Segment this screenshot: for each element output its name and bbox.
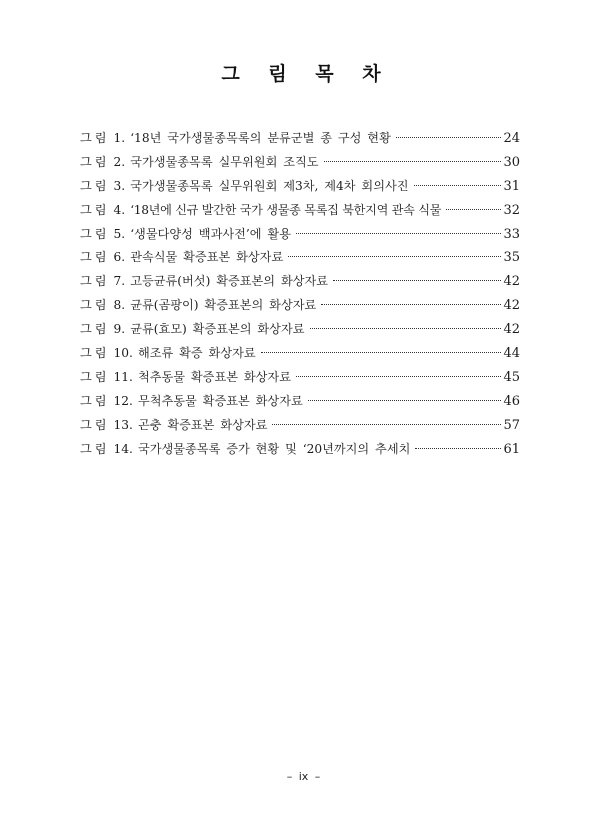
figure-prefix: 그림 (80, 154, 110, 169)
figure-number: 10. (113, 346, 133, 361)
toc-entry-label (80, 270, 328, 294)
toc-entry-10[interactable] (80, 342, 520, 366)
page-number: 42 (503, 322, 520, 338)
dot-leader (308, 400, 502, 401)
list-of-figures (80, 127, 520, 461)
toc-entry-12[interactable] (80, 390, 520, 414)
toc-entry-label (80, 175, 409, 199)
dot-leader (324, 161, 502, 162)
toc-entry-label (80, 294, 316, 318)
dot-leader (321, 304, 501, 305)
dot-leader (288, 256, 501, 257)
toc-entry-8[interactable] (80, 294, 520, 318)
figure-title: 척추동물 확증표본 화상자료 (137, 369, 291, 384)
figure-title: 해조류 확증 화상자료 (137, 346, 256, 361)
toc-entry-5[interactable] (80, 223, 520, 247)
figure-title: 고등균류(버섯) 확증표본의 화상자료 (130, 274, 329, 289)
figure-number: 12. (113, 393, 133, 408)
toc-entry-label (80, 414, 267, 438)
figure-title: 균류(효모) 확증표본의 화상자료 (130, 322, 305, 337)
page-number: 30 (503, 154, 520, 170)
dot-leader (310, 328, 502, 329)
dot-leader (261, 352, 502, 353)
figure-number: 14. (113, 441, 133, 456)
toc-entry-4[interactable] (80, 199, 520, 223)
figure-number: 6. (113, 250, 126, 265)
figure-prefix: 그림 (80, 298, 110, 313)
figure-number: 1. (113, 131, 126, 145)
page-number: 42 (503, 274, 520, 290)
dot-leader (415, 448, 501, 449)
figure-prefix: 그림 (80, 393, 110, 408)
figure-title: 무척추동물 확증표본 화상자료 (137, 393, 303, 408)
page-number: 24 (503, 131, 520, 146)
figure-number: 3. (113, 178, 126, 193)
figure-prefix: 그림 (80, 369, 110, 384)
page-number: 57 (503, 417, 520, 433)
page-footer-number: – ix – (286, 770, 321, 783)
toc-entry-label (80, 318, 305, 342)
dot-leader (414, 185, 502, 186)
page-number: 35 (503, 250, 520, 266)
figure-prefix: 그림 (80, 178, 110, 193)
toc-entry-label (80, 223, 291, 247)
page-number: 32 (503, 202, 520, 218)
figure-prefix: 그림 (80, 226, 110, 241)
toc-entry-label (80, 199, 441, 223)
figure-title: 곤충 확증표본 화상자료 (137, 417, 268, 432)
figure-number: 11. (113, 369, 133, 384)
figure-number: 4. (113, 202, 126, 217)
figure-prefix: 그림 (80, 417, 110, 432)
figure-number: 8. (113, 298, 126, 313)
dot-leader (446, 209, 501, 210)
toc-entry-1[interactable] (80, 127, 520, 151)
figure-title: 국가생물종목록 실무위원회 조직도 (130, 154, 319, 169)
figure-prefix: 그림 (80, 274, 110, 289)
toc-entry-label (80, 390, 303, 414)
figure-title: ‘18년에 신규 발간한 국가 생물종 목록집 북한지역 관속 식물 (130, 202, 442, 217)
toc-entry-7[interactable] (80, 270, 520, 294)
toc-entry-label (80, 438, 410, 462)
toc-entry-label (80, 127, 391, 151)
figure-title: 국가생물종목록 증가 현황 및 ‘20년까지의 추세치 (137, 441, 411, 456)
figure-title: 관속식물 확증표본 화상자료 (130, 250, 284, 265)
figure-prefix: 그림 (80, 322, 110, 337)
page-number: 61 (503, 441, 520, 457)
toc-entry-3[interactable] (80, 175, 520, 199)
dot-leader (296, 376, 501, 377)
page-number: 33 (503, 226, 520, 242)
figure-title: ‘생물다양성 백과사전’에 활용 (130, 226, 291, 241)
page-number: 44 (503, 346, 520, 362)
page-number: 46 (503, 393, 520, 409)
figure-number: 5. (113, 226, 126, 241)
toc-entry-9[interactable] (80, 318, 520, 342)
figure-prefix: 그림 (80, 346, 110, 361)
figure-title: 균류(곰팡이) 확증표본의 화상자료 (130, 298, 317, 313)
toc-entry-2[interactable] (80, 151, 520, 175)
dot-leader (396, 137, 502, 138)
dot-leader (296, 233, 501, 234)
figure-number: 7. (113, 274, 126, 289)
page-number: 45 (503, 369, 520, 385)
toc-entry-6[interactable] (80, 246, 520, 270)
dot-leader (272, 424, 501, 425)
toc-entry-label (80, 366, 291, 390)
page-number: 42 (503, 298, 520, 314)
figure-title: ‘18년 국가생물종목록의 분류군별 종 구성 현황 (130, 131, 391, 145)
figure-number: 13. (113, 417, 133, 432)
page-number: 31 (503, 178, 520, 194)
dot-leader (333, 280, 501, 281)
figure-prefix: 그림 (80, 202, 110, 217)
figure-number: 9. (113, 322, 126, 337)
toc-entry-13[interactable] (80, 414, 520, 438)
toc-entry-14[interactable] (80, 438, 520, 462)
toc-entry-label (80, 246, 283, 270)
figure-prefix: 그림 (80, 131, 110, 145)
figure-number: 2. (113, 154, 126, 169)
figure-prefix: 그림 (80, 441, 110, 456)
figure-title: 국가생물종목록 실무위원회 제3차, 제4차 회의사진 (130, 178, 409, 193)
toc-entry-label (80, 151, 319, 175)
toc-entry-11[interactable] (80, 366, 520, 390)
page-title: 그 림 목 차 (221, 63, 392, 85)
figure-prefix: 그림 (80, 250, 110, 265)
toc-entry-label (80, 342, 256, 366)
